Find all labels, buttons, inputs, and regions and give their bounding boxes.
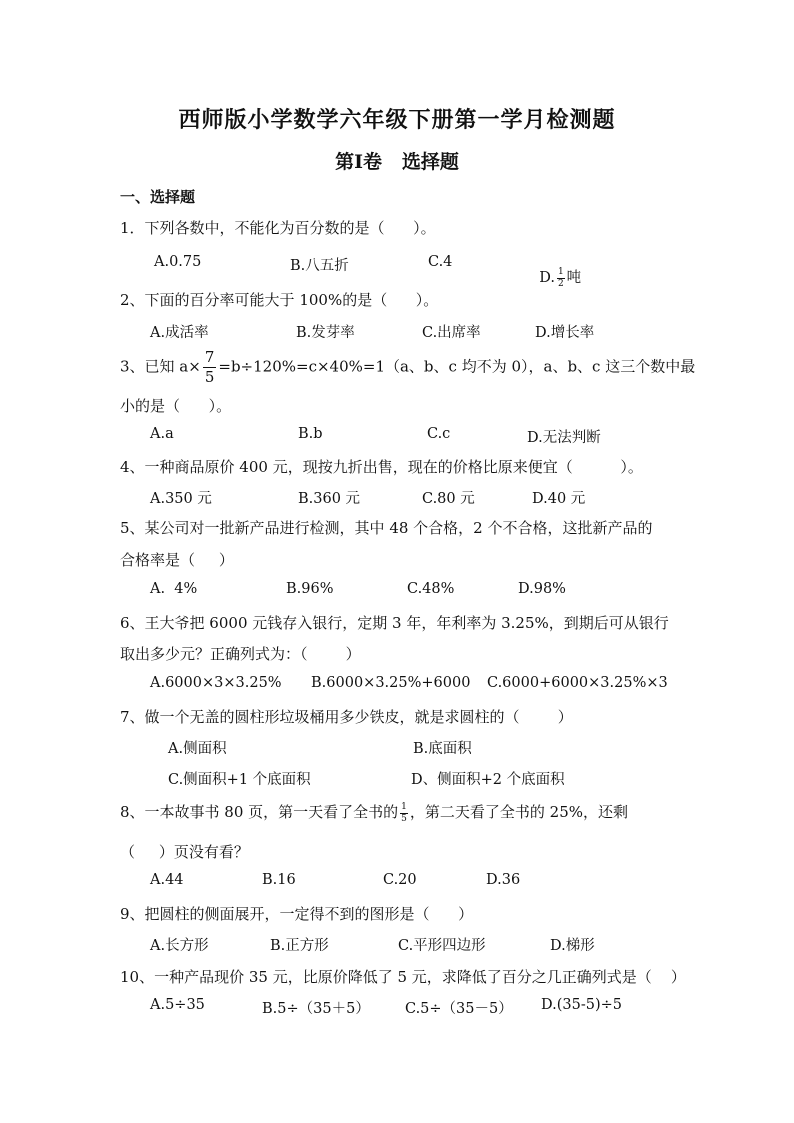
- q10-option-d: D.(35-5)÷5: [541, 997, 622, 1013]
- q9-option-c: C.平形四边形: [398, 938, 486, 954]
- q10-option-a: A.5÷35: [150, 997, 205, 1013]
- q8-prefix: 8、一本故事书 80 页，第一天看了全书的: [120, 803, 399, 821]
- question-10: 10、一种产品现价 35 元，比原价降低了 5 元，求降低了百分之几正确列式是（ ）: [120, 968, 686, 986]
- question-7: 7、做一个无盖的圆柱形垃圾桶用多少铁皮，就是求圆柱的（ ）: [120, 708, 573, 726]
- q4-option-d: D.40 元: [532, 491, 586, 507]
- q6-option-c: C.6000+6000×3.25%×3: [487, 675, 668, 691]
- q1-d-suffix: 吨: [566, 270, 582, 286]
- q5-option-b: B.96%: [286, 581, 334, 597]
- page-subtitle: 第Ⅰ卷 选择题: [335, 151, 459, 173]
- q8-fraction: [400, 803, 408, 824]
- q7-option-c: C.侧面积+1 个底面积: [168, 772, 311, 788]
- q2-option-b: B.发芽率: [296, 325, 355, 341]
- page-title: 西师版小学数学六年级下册第一学月检测题: [178, 107, 616, 133]
- question-8-line-1: [120, 801, 628, 824]
- question-5-line-2: 合格率是（ ）: [120, 551, 234, 569]
- q9-option-b: B.正方形: [270, 938, 329, 954]
- q8-numerator: 1: [401, 801, 407, 812]
- q1-option-b: B.八五折: [290, 258, 349, 274]
- q1-d-denominator: 2: [557, 278, 564, 289]
- q1-d-prefix: D.: [539, 270, 555, 286]
- q3-prefix: 3、已知 a×: [120, 357, 201, 376]
- question-3-line-1: [120, 350, 695, 385]
- question-8-line-2: （ ）页没有看？: [120, 843, 249, 861]
- q5-option-c: C.48%: [407, 581, 455, 597]
- q8-option-c: C.20: [383, 872, 417, 888]
- q2-option-a: A.成活率: [150, 325, 209, 341]
- q7-option-d: D、侧面积+2 个底面积: [411, 772, 565, 788]
- q6-option-a: A.6000×3×3.25%: [150, 675, 282, 691]
- q3-numerator: 7: [204, 348, 215, 366]
- q4-option-a: A.350 元: [150, 491, 212, 507]
- q5-option-a: A. 4%: [150, 581, 198, 597]
- q3-suffix: =b÷120%=c×40%=1（a、b、c 均不为 0），a、b、c 这三个数中最: [218, 357, 696, 376]
- q3-option-d: D.无法判断: [527, 430, 601, 446]
- q2-option-c: C.出席率: [422, 325, 481, 341]
- q8-suffix: ，第二天看了全书的 25%，还剩: [409, 803, 629, 821]
- q1-option-c: C.4: [428, 254, 453, 270]
- q7-option-b: B.底面积: [413, 741, 472, 757]
- q1-d-fraction: [557, 268, 565, 289]
- q8-option-d: D.36: [486, 872, 521, 888]
- question-1: 1．下列各数中，不能化为百分数的是（ ）。: [120, 219, 436, 237]
- question-5-line-1: 5、某公司对一批新产品进行检测，其中 48 个合格，2 个不合格，这批新产品的: [120, 519, 653, 537]
- q4-option-c: C.80 元: [422, 491, 475, 507]
- q3-option-c: C.c: [427, 426, 451, 442]
- q3-fraction: [203, 350, 217, 385]
- q4-option-b: B.360 元: [298, 491, 361, 507]
- q9-option-d: D.梯形: [550, 938, 595, 954]
- q7-option-a: A.侧面积: [168, 741, 227, 757]
- q1-option-a: A.0.75: [154, 254, 202, 270]
- section-heading: 一、选择题: [120, 188, 196, 206]
- question-9: 9、把圆柱的侧面展开，一定得不到的图形是（ ）: [120, 905, 474, 923]
- question-2: 2、下面的百分率可能大于 100%的是（ ）。: [120, 291, 439, 309]
- q9-option-a: A.长方形: [150, 938, 209, 954]
- q10-option-c: C.5÷（35－5）: [405, 1001, 513, 1017]
- question-6-line-2: 取出多少元？正确列式为：（ ）: [120, 645, 361, 663]
- question-4: 4、一种商品原价 400 元，现按九折出售，现在的价格比原来便宜（ ）。: [120, 458, 643, 476]
- q8-option-b: B.16: [262, 872, 296, 888]
- q6-option-b: B.6000×3.25%+6000: [311, 675, 471, 691]
- q8-option-a: A.44: [150, 872, 184, 888]
- q5-option-d: D.98%: [518, 581, 566, 597]
- q3-option-b: B.b: [298, 426, 323, 442]
- question-3-line-2: 小的是（ ）。: [120, 397, 232, 415]
- q3-denominator: 5: [204, 368, 215, 386]
- q1-option-d: [530, 250, 581, 289]
- q8-denominator: 5: [401, 813, 407, 824]
- q3-option-a: A.a: [150, 426, 174, 442]
- q2-option-d: D.增长率: [535, 325, 595, 341]
- question-6-line-1: 6、王大爷把 6000 元钱存入银行，定期 3 年，年利率为 3.25%，到期后可从银行: [120, 614, 669, 632]
- q1-d-numerator: 1: [557, 266, 564, 277]
- q10-option-b: B.5÷（35＋5）: [262, 1001, 370, 1017]
